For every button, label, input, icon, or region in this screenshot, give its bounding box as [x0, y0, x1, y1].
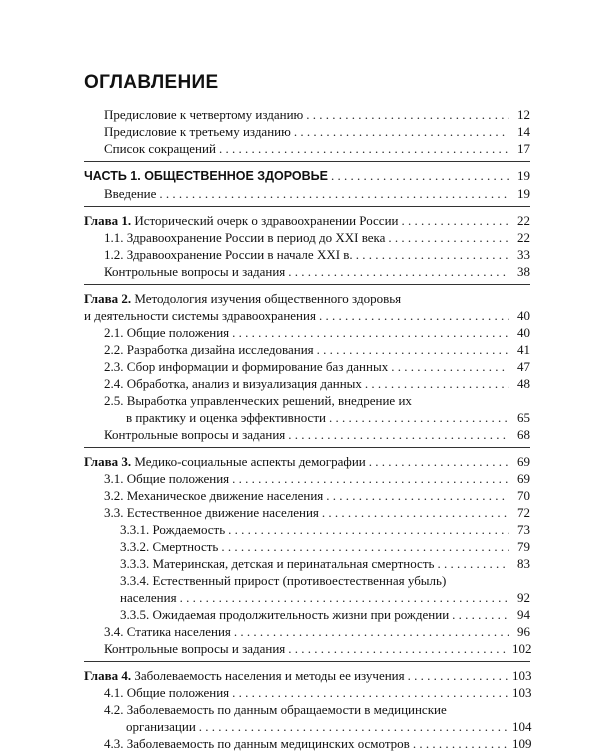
toc-chapter-heading: Глава 2. Методология изучения общественного здоровья и деятельности системы здравоохранения . . . 40	[84, 290, 530, 324]
toc-entry: 4.2. Заболеваемость по данным обращаемости в медицинские организации . . . 104	[84, 701, 530, 735]
toc-entry: 4.3. Заболеваемость по данным медицинских осмотров . . . 109	[84, 735, 530, 752]
toc-entry: 2.4. Обработка, анализ и визуализация данных . . . 48	[84, 375, 530, 392]
toc-entry: 2.5. Выработка управленческих решений, внедрение их в практику и оценка эффективности . . . 65	[84, 392, 530, 426]
toc-chapter-heading: Глава 3. Медико-социальные аспекты демографии . . . 69	[84, 453, 530, 470]
toc-entry: 1.2. Здравоохранение России в начале XXI в. . . . 33	[84, 246, 530, 263]
toc-entry: 3.2. Механическое движение населения . . . 70	[84, 487, 530, 504]
toc-entry: 3.1. Общие положения . . . 69	[84, 470, 530, 487]
toc-chapter-heading: Глава 1. Исторический очерк о здравоохранении России . . . 22	[84, 212, 530, 229]
toc-title: ОГЛАВЛЕНИЕ	[84, 72, 219, 93]
divider	[84, 661, 530, 662]
toc-entry: Список сокращений . . . 17	[84, 140, 530, 157]
toc-entry: Введение . . . 19	[84, 185, 530, 202]
toc-entry: 3.4. Статика населения . . . 96	[84, 623, 530, 640]
toc-entry: Предисловие к третьему изданию . . . 14	[84, 123, 530, 140]
divider	[84, 447, 530, 448]
toc-entry: Контрольные вопросы и задания . . . 38	[84, 263, 530, 280]
toc-entry: 3.3.1. Рождаемость . . . 73	[84, 521, 530, 538]
toc-entry: 2.2. Разработка дизайна исследования . . . 41	[84, 341, 530, 358]
toc-entry: 1.1. Здравоохранение России в период до XXI века . . . 22	[84, 229, 530, 246]
toc-entry: 3.3. Естественное движение населения . . . 72	[84, 504, 530, 521]
toc-entry: Контрольные вопросы и задания . . . 68	[84, 426, 530, 443]
toc-chapter-heading: Глава 4. Заболеваемость населения и методы ее изучения . . . 103	[84, 667, 530, 684]
divider	[84, 284, 530, 285]
divider	[84, 206, 530, 207]
toc-entry: 3.3.2. Смертность . . . 79	[84, 538, 530, 555]
toc-entry: 2.3. Сбор информации и формирование баз данных . . . 47	[84, 358, 530, 375]
toc-entry: 2.1. Общие положения . . . 40	[84, 324, 530, 341]
toc-entry: Предисловие к четвертому изданию . . . 12	[84, 106, 530, 123]
toc-entry: 3.3.4. Естественный прирост (противоестественная убыль) населения . . . 92	[84, 572, 530, 606]
toc-entry: 4.1. Общие положения . . . 103	[84, 684, 530, 701]
toc-entry: Контрольные вопросы и задания . . . 102	[84, 640, 530, 657]
toc-entry: 3.3.5. Ожидаемая продолжительность жизни при рождении . . . 94	[84, 606, 530, 623]
table-of-contents	[84, 72, 530, 752]
toc-part-heading: ЧАСТЬ 1. ОБЩЕСТВЕННОЕ ЗДОРОВЬЕ . . . 19	[84, 167, 530, 185]
divider	[84, 161, 530, 162]
toc-entry: 3.3.3. Материнская, детская и перинатальная смертность . . . 83	[84, 555, 530, 572]
